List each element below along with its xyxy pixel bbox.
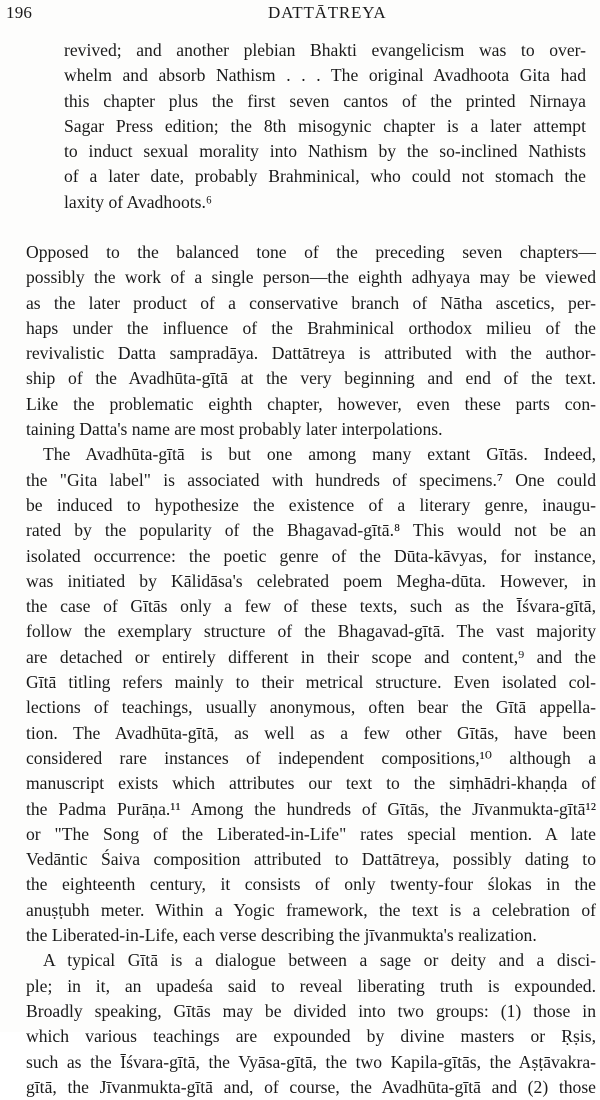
text-line: the "Gita label" is associated with hundreds of specimens.⁷ One could <box>26 469 596 490</box>
running-head <box>6 3 580 27</box>
text-line: Gītā titling refers mainly to their metrical structure. Even isolated col- <box>26 672 596 693</box>
text-line: Vedāntic Śaiva composition attributed to Dattātreya, possibly dating to <box>26 849 596 870</box>
text-line: be induced to hypothesize the existence of a literary genre, inaugu- <box>26 494 596 515</box>
text-line: Sagar Press edition; the 8th misogynic chapter is a later attempt <box>64 115 586 136</box>
text-line: lections of teachings, usually anonymous, often bear the Gītā appella- <box>26 697 596 718</box>
text-line: to induct sexual morality into Nathism by the so-inclined Nathists <box>64 141 586 162</box>
text-line: anuṣṭubh meter. Within a Yogic framework, the text is a celebration of <box>26 899 596 920</box>
text-line: tion. The Avadhūta-gītā, as well as a few other Gītās, have been <box>26 722 596 743</box>
text-line: isolated occurrence: the poetic genre of the Dūta-kāvyas, for instance, <box>26 545 596 566</box>
paragraph <box>26 948 596 1100</box>
paragraph <box>26 240 596 442</box>
text-line: The Avadhūta-gītā is but one among many extant Gītās. Indeed, <box>43 444 596 465</box>
text-line: gītā, the Jīvanmukta-gītā and, of course, the Avadhūta-gītā and (2) those <box>26 1076 596 1097</box>
text-line: which various teachings are expounded by divine masters or Ṛṣis, <box>26 1026 596 1047</box>
text-line: rated by the popularity of the Bhagavad-gītā.⁸ This would not be an <box>26 520 596 541</box>
text-line: the case of Gītās only a few of these texts, such as the Īśvara-gītā, <box>26 596 596 617</box>
text-line: such as the Īśvara-gītā, the Vyāsa-gītā, the two Kapila-gītās, the Aṣṭāvakra- <box>26 1051 596 1072</box>
text-line: of a later date, probably Brahminical, who could not stomach the <box>64 166 586 187</box>
text-line: or "The Song of the Liberated-in-Life" rates special mention. A late <box>26 823 596 844</box>
text-line: this chapter plus the first seven cantos of the printed Nirnaya <box>64 90 586 111</box>
text-line: Opposed to the balanced tone of the preceding seven chapters— <box>26 242 596 262</box>
block-quote <box>64 38 586 215</box>
text-line: Broadly speaking, Gītās may be divided into two groups: (1) those in <box>26 1000 596 1021</box>
text-line: the Padma Purāṇa.¹¹ Among the hundreds of Gītās, the Jīvanmukta-gītā¹² <box>26 798 596 819</box>
text-line: ple; in it, an upadeśa said to reveal liberating truth is expounded. <box>26 975 596 996</box>
text-line: Like the problematic eighth chapter, however, even these parts con- <box>26 393 596 414</box>
body-text <box>26 240 596 1100</box>
page-number: 196 <box>6 3 33 22</box>
text-line: taining Datta's name are most probably later interpolations. <box>26 419 443 440</box>
text-line: the eighteenth century, it consists of only twenty-four ślokas in the <box>26 874 596 895</box>
text-line: manuscript exists which attributes our text to the siṃhādri-khaṇḍa of <box>26 773 596 794</box>
text-line: revived; and another plebian Bhakti evangelicism was to over- <box>64 40 586 60</box>
text-line: are detached or entirely different in their scope and content,⁹ and the <box>26 646 596 667</box>
text-line: haps under the influence of the Brahminical orthodox milieu of the <box>26 317 596 338</box>
text-line: possibly the work of a single person—the eighth adhyaya may be viewed <box>26 267 596 288</box>
text-line: was initiated by Kālidāsa's celebrated poem Megha-dūta. However, in <box>26 570 596 591</box>
text-line: laxity of Avadhoots.⁶ <box>64 191 213 212</box>
text-line: whelm and absorb Nathism . . . The original Avadhoota Gita had <box>64 65 586 86</box>
text-line: follow the exemplary structure of the Bhagavad-gītā. The vast majority <box>26 621 596 642</box>
text-line: as the later product of a conservative branch of Nātha ascetics, per- <box>26 292 596 313</box>
text-line: ship of the Avadhūta-gītā at the very beginning and end of the text. <box>26 368 596 389</box>
paragraph <box>26 442 596 948</box>
text-line: the Liberated-in-Life, each verse describing the jīvanmukta's realization. <box>26 925 537 946</box>
text-line: considered rare instances of independent compositions,¹⁰ although a <box>26 747 596 768</box>
text-line: revivalistic Datta sampradāya. Dattātreya is attributed with the author- <box>26 343 596 364</box>
text-line: A typical Gītā is a dialogue between a sage or deity and a disci- <box>43 950 596 971</box>
running-title: DATTĀTREYA <box>268 3 387 22</box>
